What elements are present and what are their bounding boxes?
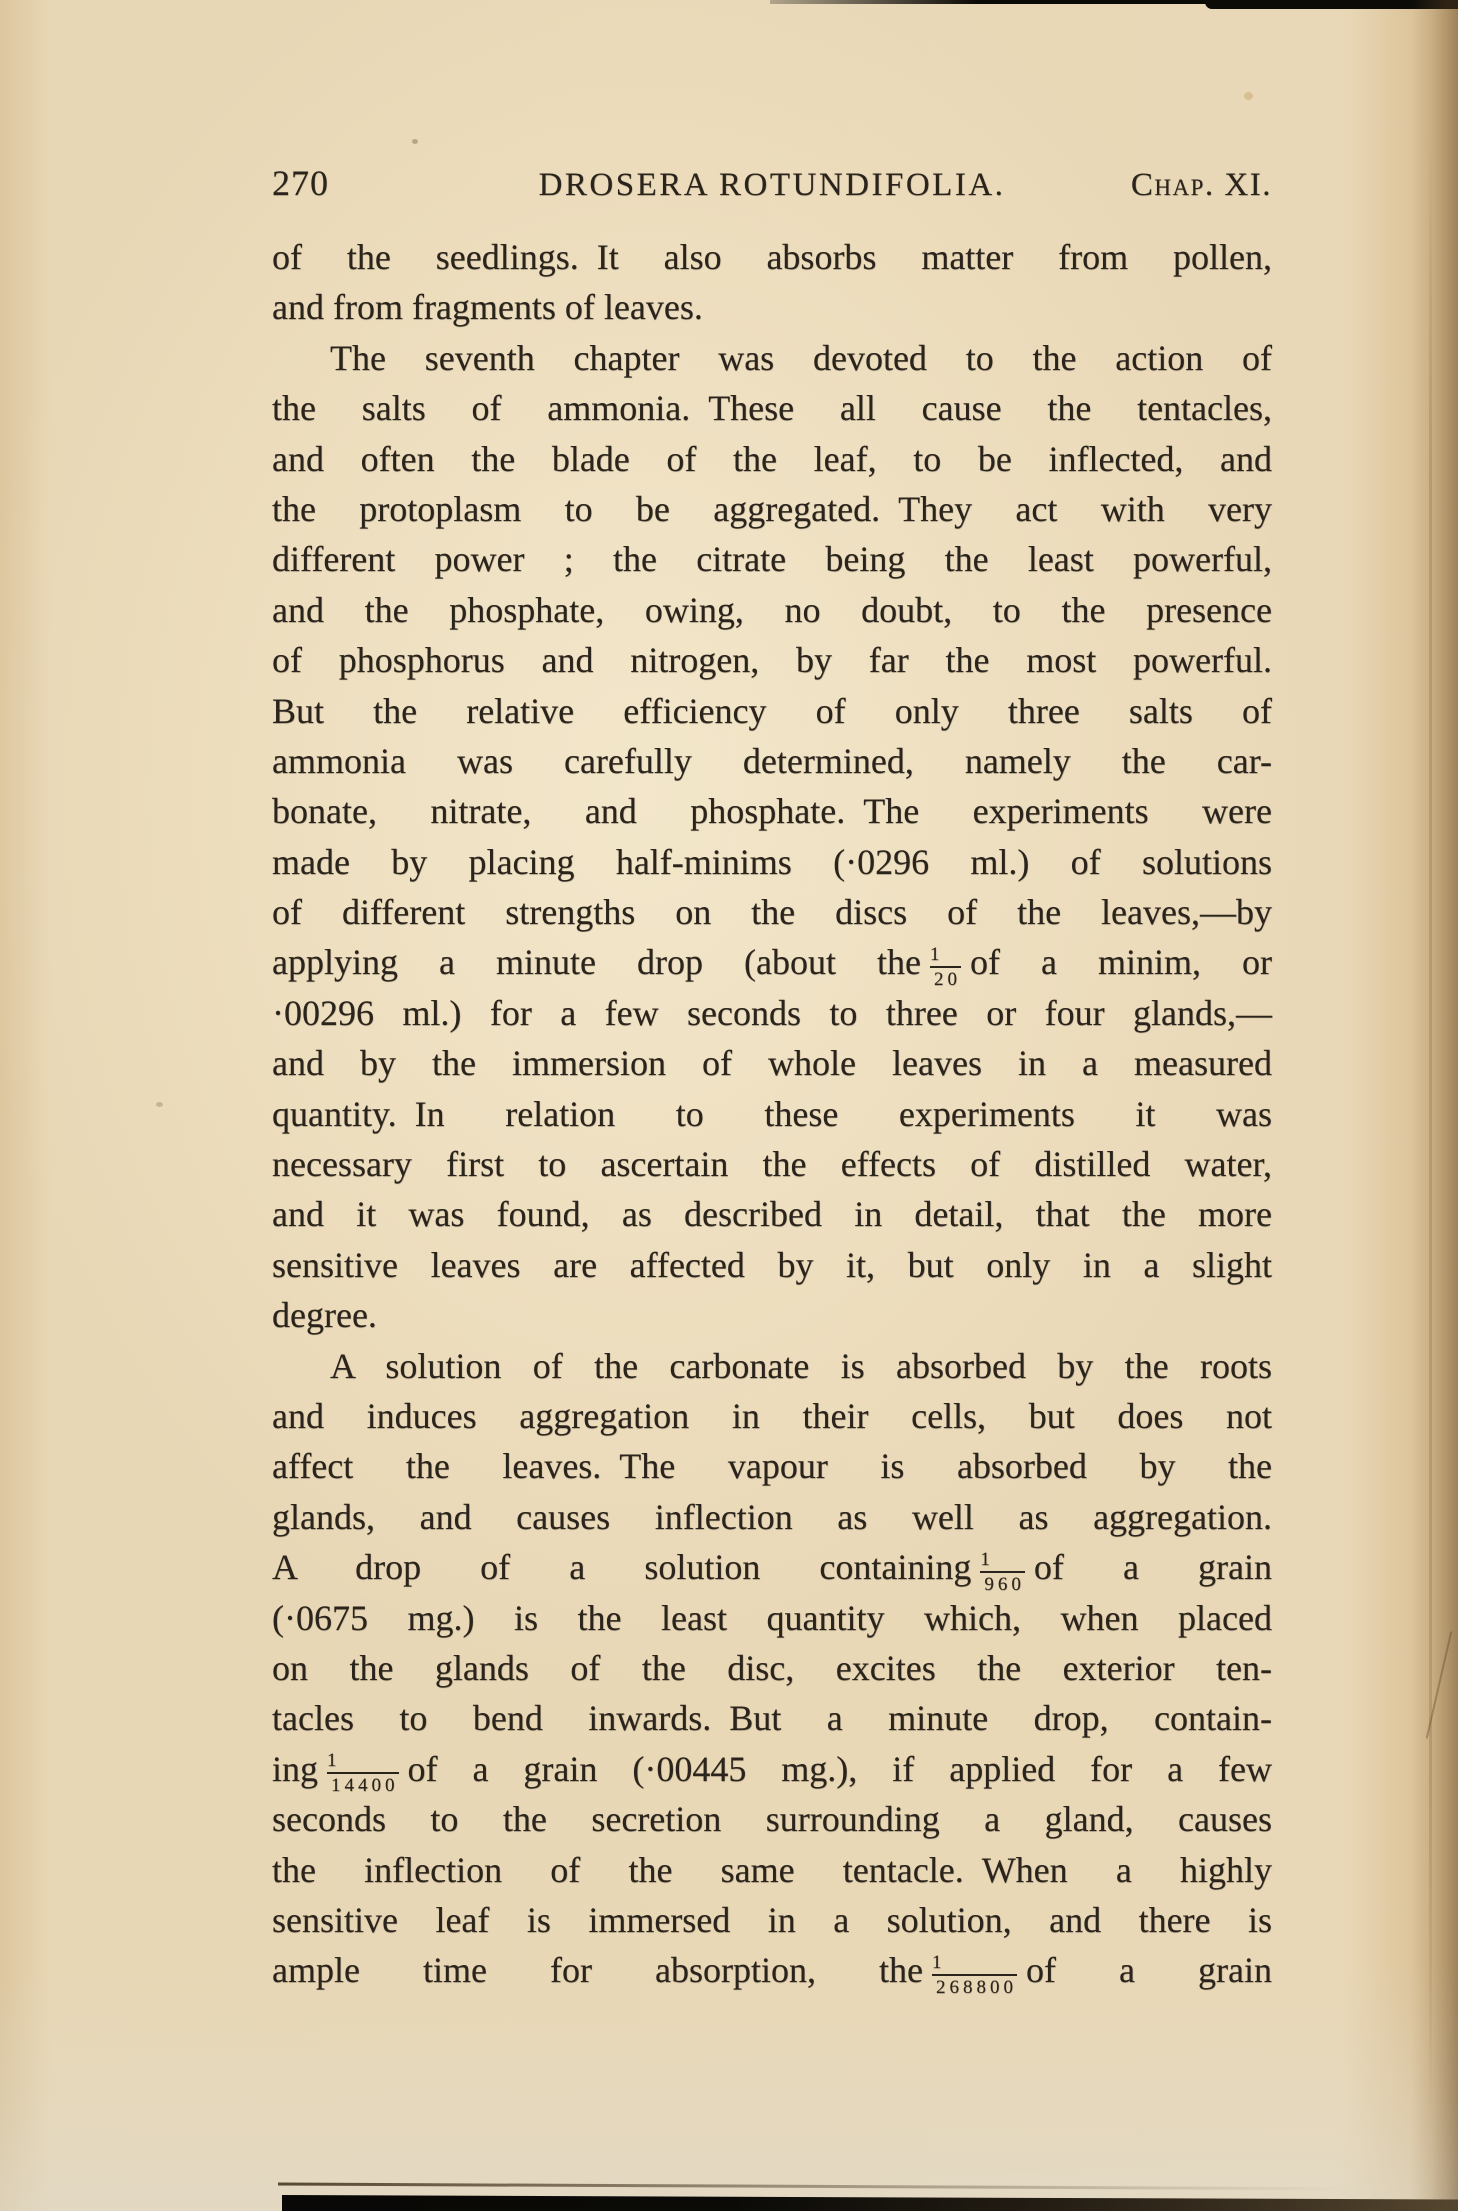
text-line: the salts of ammonia. These all cause the tentacles, (272, 388, 1272, 429)
scan-bottom-black-bar (282, 2195, 1458, 2211)
text-line: The seventh chapter was devoted to the action of (330, 337, 1272, 378)
fraction (930, 945, 961, 989)
fraction-denominator: 20 (930, 966, 961, 989)
text-line: quantity. In relation to these experiments it was (272, 1093, 1272, 1134)
text-line (272, 1945, 1272, 1998)
line-segment-post: of a grain (·00445 mg.), if applied for a few (407, 1748, 1272, 1789)
text-line: tacles to bend inwards. But a minute drop, contain- (272, 1698, 1272, 1739)
text-line: and induces aggregation in their cells, but does not (272, 1395, 1272, 1436)
text-line: (·0675 mg.) is the least quantity which, when placed (272, 1597, 1272, 1638)
text-line: and it was found, as described in detail, that the more (272, 1194, 1272, 1235)
line-segment-pre: ample time for absorption, the (272, 1950, 923, 1991)
running-title: DROSERA ROTUNDIFOLIA. (538, 167, 1006, 203)
line-segment-post: of a minim, or (969, 942, 1272, 983)
text-line: made by placing half-minims (·0296 ml.) of solutions (272, 841, 1272, 882)
paragraph (272, 232, 1272, 333)
text-line: and often the blade of the leaf, to be inflected, and (272, 438, 1272, 479)
fraction-numerator: 1 (932, 1951, 942, 1973)
text-line: ·00296 ml.) for a few seconds to three or four glands,— (272, 992, 1272, 1033)
text-line: sensitive leaf is immersed in a solution, and there is (272, 1899, 1272, 1940)
text-line (272, 937, 1272, 990)
text-line (272, 1744, 1272, 1797)
page-edge-shadow (1410, 0, 1458, 2211)
text-line: and from fragments of leaves. (272, 287, 703, 328)
scan-bottom-rule (278, 2183, 1398, 2191)
paper-speck (1244, 92, 1253, 100)
paragraph (272, 1341, 1272, 1996)
text-line: ammonia was carefully determined, namely the car- (272, 740, 1272, 781)
fraction-numerator: 1 (980, 1548, 990, 1570)
text-line: of different strengths on the discs of the leaves,—by (272, 892, 1272, 933)
text-line: seconds to the secretion surrounding a gland, causes (272, 1799, 1272, 1840)
fraction-denominator: 268800 (932, 1974, 1017, 1997)
paragraph (272, 333, 1272, 1341)
line-segment-post: of a grain (1033, 1547, 1273, 1588)
line-segment-pre: ing (272, 1748, 319, 1789)
text-line (272, 1542, 1273, 1595)
text-line: of phosphorus and nitrogen, by far the most powerful. (272, 640, 1272, 681)
text-line: affect the leaves. The vapour is absorbed by the (272, 1446, 1272, 1487)
text-line: the protoplasm to be aggregated. They act with very (272, 488, 1272, 529)
text-line: sensitive leaves are affected by it, but only in a slight (272, 1244, 1272, 1285)
text-line: and by the immersion of whole leaves in a measured (272, 1043, 1272, 1084)
chapter-label: Chap. XI. (1130, 167, 1272, 203)
text-line: the inflection of the same tentacle. When a highly (272, 1849, 1272, 1890)
fraction-denominator: 960 (980, 1571, 1025, 1594)
text-line: of the seedlings. It also absorbs matter from pollen, (272, 237, 1272, 277)
page-number: 270 (272, 163, 329, 203)
text-line: bonate, nitrate, and phosphate. The experiments were (272, 791, 1272, 832)
fraction-denominator: 14400 (327, 1772, 399, 1795)
fraction (327, 1751, 399, 1795)
text-line: But the relative efficiency of only three salts of (272, 690, 1272, 731)
fraction (932, 1953, 1017, 1997)
line-segment-pre: applying a minute drop (about the (272, 942, 921, 983)
text-line: A solution of the carbonate is absorbed by the roots (330, 1345, 1272, 1386)
text-line: degree. (272, 1295, 377, 1336)
paper-speck (156, 1102, 163, 1107)
line-segment-pre: A drop of a solution containing (272, 1547, 972, 1588)
page-body-text (272, 232, 1272, 1996)
text-line: and the phosphate, owing, no doubt, to the presence (272, 589, 1272, 630)
text-line: necessary first to ascertain the effects of distilled water, (272, 1144, 1272, 1185)
text-line: on the glands of the disc, excites the exterior ten- (272, 1647, 1272, 1688)
fraction-numerator: 1 (327, 1750, 337, 1772)
page-header (272, 162, 1272, 204)
fraction-numerator: 1 (929, 943, 940, 965)
paper-speck (412, 139, 418, 144)
text-line: different power ; the citrate being the least powerful, (272, 539, 1272, 580)
page-crease (1429, 130, 1432, 2131)
line-segment-post: of a grain (1026, 1950, 1272, 1991)
fraction (980, 1550, 1025, 1594)
text-line: glands, and causes inflection as well as aggregation. (272, 1496, 1272, 1537)
